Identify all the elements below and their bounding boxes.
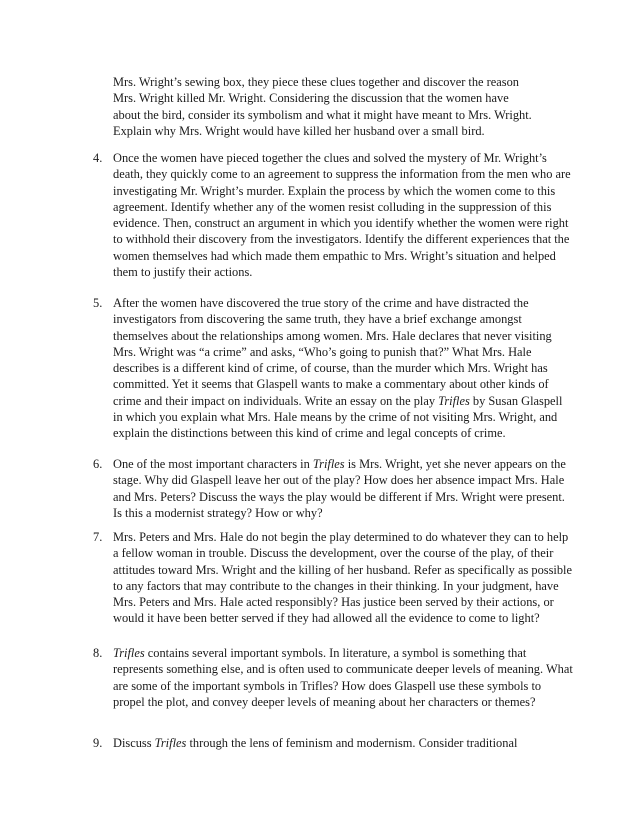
item-text-run: by Susan Glaspell in which you explain what Mrs. Hale means by the crime of not visiting Mrs. Wright, and explain the distinctions between this kind of crime and legal concepts of crime. [113, 393, 563, 441]
continuation-line: Mrs. Wright killed Mr. Wright. Considering the discussion that the women have [113, 91, 509, 106]
item-number: 6. [93, 457, 103, 471]
list-item-4 [93, 150, 573, 280]
item-text-run: One of the most important characters in [113, 457, 313, 471]
item-text-run: Mrs. Peters and Mrs. Hale do not begin the play determined to do whatever they can to help a fellow woman in trouble. Discuss the development, over the course of the play, of their attitudes toward Mrs. Wright and the killing of her husband. Refer as specifically as possible to any factors that may contribute to the changes in their thinking. In your judgment, have Mrs. Peters and Mrs. Hale acted responsibly? Has justice been served by their actions, or would it have been better served if they had allowed all the evidence to come to light? [113, 530, 572, 626]
item-number: 7. [93, 530, 103, 544]
play-title: Trifles [438, 393, 470, 408]
item-number: 8. [93, 646, 103, 660]
continuation-line: Explain why Mrs. Wright would have killed her husband over a small bird. [113, 123, 485, 138]
item-number: 9. [93, 736, 103, 750]
play-title: Trifles [113, 646, 145, 660]
list-item-9 [93, 735, 573, 751]
item-text [113, 529, 573, 627]
list-item-5 [93, 295, 573, 442]
item-text-run: contains several important symbols. In literature, a symbol is something that represents something else, and is often used to communicate deeper levels of meaning. What are some of the important symbols in Trifles? How does Glaspell use these symbols to propel the plot, and convey deeper levels of meaning about her characters or themes? [113, 646, 573, 709]
continuation-line: about the bird, consider its symbolism and what it might have meant to Mrs. Wright. [113, 107, 532, 122]
item-text [113, 735, 573, 751]
list-item-8 [93, 645, 573, 710]
item-text-run: through the lens of feminism and modernism. Consider traditional [186, 736, 518, 750]
item-text-run: Once the women have pieced together the clues and solved the mystery of Mr. Wright’s death, they quickly come to an agreement to suppress the information from the men who are investigating Mr. Wright’s murder. Explain the process by which the women come to this agreement. Identify whether any of the women resist colluding in the suppression of this evidence. Then, construct an argument in which you identify whether the women were right to withhold their discovery from the investigators. Identify the different experiences that the women themselves had which made them empathic to Mrs. Wright’s situation and helped them to justify their actions. [113, 151, 571, 280]
item-number: 5. [93, 296, 103, 310]
item-text [113, 150, 573, 280]
item-number: 4. [93, 151, 103, 165]
play-title: Trifles [154, 736, 187, 750]
item-text [113, 456, 573, 521]
play-title: Trifles [312, 457, 345, 471]
list-item-6 [93, 456, 573, 521]
item-text-run: is Mrs. Wright, yet she never appears on the stage. Why did Glaspell leave her out of the play? How does her absence impact Mrs. Hale and Mrs. Peters? Discuss the ways the play would be different if Mrs. Wright were present. Is this a modernist strategy? How or why? [113, 457, 566, 520]
continuation-line: Mrs. Wright’s sewing box, they piece these clues together and discover the reason [113, 75, 519, 89]
item-text-run: After the women have discovered the true story of the crime and have distracted the investigators from discovering the same truth, they have a brief exchange amongst themselves about the relationships among women. Mrs. Hale declares that never visiting Mrs. Wright was “a crime” and asks, “Who’s going to punish that?” What Mrs. Hale describes is a different kind of crime, of course, than the murder which Mrs. Wright has committed. Yet it seems that Glaspell wants to make a commentary about other kinds of crime and their impact on individuals. Write an essay on the play [113, 296, 552, 408]
item-text [113, 645, 573, 710]
item-text [113, 295, 573, 442]
item-text-run: Discuss [113, 736, 155, 750]
continuation-paragraph [113, 74, 573, 139]
list-item-7 [93, 529, 573, 627]
